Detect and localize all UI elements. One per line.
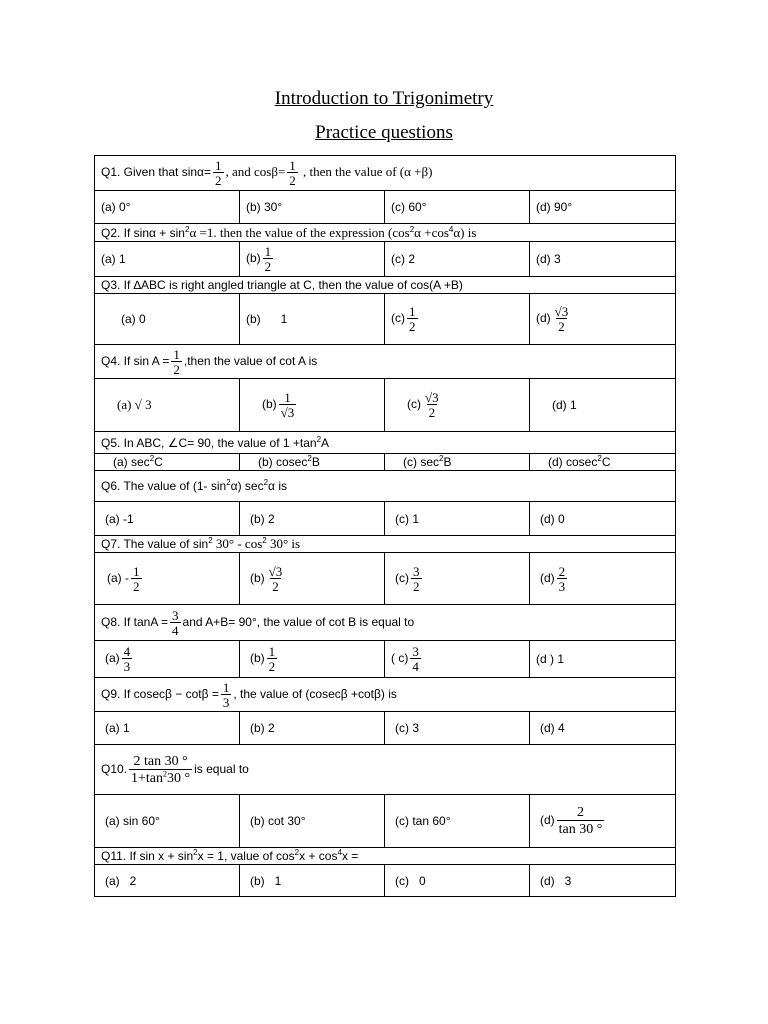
options-row <box>95 294 676 345</box>
option-b-label: (b) <box>250 651 265 666</box>
option-d: (d) 1 <box>530 379 676 432</box>
question-row <box>95 605 676 641</box>
options-row <box>95 191 676 224</box>
q1-frac1-num: 1 <box>215 158 222 173</box>
q1-frac2-num: 1 <box>289 158 296 173</box>
q7-text-b: 30° - cos <box>212 536 263 551</box>
option-text: (a) sec <box>113 455 150 469</box>
q8-fraction <box>170 609 181 637</box>
frac-den-sup: 2 <box>163 768 168 778</box>
option-b: (b) 1 <box>240 865 385 897</box>
question-q10 <box>95 745 676 795</box>
options-row <box>95 712 676 745</box>
q11-sup-1: 2 <box>193 848 198 857</box>
frac-den: 3 <box>123 659 131 674</box>
question-q8 <box>95 605 676 641</box>
options-row <box>95 641 676 678</box>
question-row <box>95 471 676 502</box>
option-d <box>530 795 676 848</box>
option-a <box>95 454 240 471</box>
option-b-fraction <box>279 391 297 419</box>
option-c <box>385 379 530 432</box>
q7-sup-1: 2 <box>208 536 213 545</box>
option-c-fraction <box>411 565 422 593</box>
questions-table <box>94 155 676 897</box>
frac-den: 2 <box>133 578 140 594</box>
q5-sup: 2 <box>316 434 322 444</box>
option-b <box>240 641 385 678</box>
q1-fraction-2 <box>287 159 298 187</box>
option-d: (d) 0 <box>530 502 676 536</box>
frac-den: 4 <box>172 622 179 638</box>
frac-num: 4 <box>123 644 131 659</box>
question-q4 <box>95 345 676 379</box>
question-q2 <box>95 224 676 242</box>
q2-sup-2: 2 <box>409 224 415 234</box>
question-q9 <box>95 678 676 712</box>
options-row <box>95 865 676 897</box>
option-c: (c) tan 60° <box>385 795 530 848</box>
options-row <box>95 502 676 536</box>
q1-text-b: , and cosβ= <box>225 164 286 180</box>
frac-den: 2 <box>413 578 420 594</box>
frac-den: 2 <box>558 319 565 334</box>
options-row <box>95 795 676 848</box>
frac-num: 2 <box>558 563 566 579</box>
q4-fraction <box>171 348 182 376</box>
frac-den: 2 <box>268 659 276 674</box>
options-row <box>95 454 676 471</box>
q11-text-c: x + cos <box>299 849 338 863</box>
q11-text-a: Q11. If sin x + sin <box>101 849 194 863</box>
option-c-label: (c) <box>391 311 405 326</box>
q6-text-c: α is <box>268 479 287 493</box>
option-b: (b) 2 <box>240 712 385 745</box>
option-d-fraction <box>557 805 605 837</box>
question-q7 <box>95 536 676 553</box>
option-a-label: (a) √ 3 <box>117 397 152 412</box>
frac-num: 3 <box>172 607 179 623</box>
option-b <box>240 379 385 432</box>
q2-sup-3: 4 <box>448 224 454 234</box>
question-q1 <box>95 156 676 191</box>
q11-sup-2: 2 <box>294 848 300 857</box>
option-a <box>95 379 240 432</box>
q11-text-b: x = 1, value of cos <box>197 849 295 863</box>
frac-num: 2 <box>577 805 585 820</box>
option-text: (d) cosec <box>548 455 598 469</box>
option-d-fraction <box>557 565 568 593</box>
question-row <box>95 345 676 379</box>
option-d <box>530 553 676 605</box>
option-c-label: (c) <box>395 570 409 585</box>
option-sup: 2 <box>149 454 155 463</box>
frac-den: √3 <box>280 405 295 420</box>
option-text-end: C <box>154 455 163 469</box>
option-a-fraction <box>122 645 133 673</box>
frac-den <box>129 769 192 786</box>
q6-text-b: α) sec <box>230 479 264 493</box>
frac-num: 3 <box>412 644 419 659</box>
option-b: (b) 30° <box>240 191 385 224</box>
frac-num: 3 <box>413 563 420 579</box>
option-c: (c) 60° <box>385 191 530 224</box>
option-d <box>530 454 676 471</box>
option-sup: 2 <box>597 454 602 463</box>
q2-text-d: α) is <box>453 224 477 240</box>
option-b-label: (b) <box>250 570 265 585</box>
option-a-label: (a) - <box>107 570 129 585</box>
frac-den: tan 30 ° <box>558 822 603 837</box>
frac-num: 1 <box>409 304 416 319</box>
q2-text-c: α +cos <box>414 224 449 240</box>
option-d: (d ) 1 <box>530 641 676 678</box>
frac-num: 1 <box>133 563 140 579</box>
q2-sup-1: 2 <box>184 224 190 234</box>
option-d: (d) 90° <box>530 191 676 224</box>
option-c-fraction <box>423 391 441 419</box>
frac-num: 1 <box>284 390 291 405</box>
frac-den-a: 1+tan <box>131 770 164 786</box>
frac-num: 1 <box>268 644 276 659</box>
question-row <box>95 678 676 712</box>
option-a <box>95 553 240 605</box>
option-a: (a) 0° <box>95 191 240 224</box>
question-row <box>95 156 676 191</box>
option-b: (b) 1 <box>240 294 385 345</box>
q8-text-b: and A+B= 90°, the value of cot B is equal to <box>182 614 415 629</box>
option-b-label: (b) <box>246 251 261 266</box>
option-b <box>240 242 385 277</box>
frac-den-b: 30 ° <box>167 770 191 786</box>
option-c-label: (c) <box>407 397 421 412</box>
document-title: Introduction to Trigonimetry <box>274 88 494 109</box>
option-c-label: ( c) <box>391 651 409 666</box>
frac-num: 1 <box>222 679 230 695</box>
q6-text-a: Q6. The value of (1- sin <box>101 479 227 493</box>
q10-fraction <box>129 754 192 786</box>
option-d: (d) 3 <box>530 242 676 277</box>
option-sup: 2 <box>439 454 444 463</box>
q1-frac2-den: 2 <box>289 173 296 188</box>
option-c-fraction <box>407 305 418 333</box>
q4-text-b: ,then the value of cot A is <box>183 353 318 368</box>
options-row <box>95 242 676 277</box>
frac-den: 4 <box>412 659 419 674</box>
frac-den: 2 <box>409 319 416 334</box>
option-b: (b) cot 30° <box>240 795 385 848</box>
frac-num: 1 <box>173 346 180 362</box>
option-a: (a) 1 <box>95 242 240 277</box>
option-c-fraction <box>410 645 421 673</box>
q7-text-a: Q7. The value of sin <box>101 537 209 551</box>
frac-num: √3 <box>268 563 283 579</box>
q1-text-a: Q1. Given that sinα= <box>101 165 211 180</box>
option-a: (a) 2 <box>95 865 240 897</box>
question-row <box>95 848 676 865</box>
options-row <box>95 379 676 432</box>
option-a-label: (a) <box>105 651 120 666</box>
option-d-label: (d) <box>536 311 551 326</box>
option-b <box>240 454 385 471</box>
q1-fraction-1 <box>213 159 224 187</box>
option-c: (c) 0 <box>385 865 530 897</box>
q2-text-a: Q2. If sinα + sin <box>101 225 185 240</box>
q9-fraction <box>221 681 232 709</box>
question-row <box>95 224 676 242</box>
frac-den: 2 <box>173 361 180 377</box>
option-c: (c) 1 <box>385 502 530 536</box>
question-q6 <box>95 471 676 502</box>
q10-text-a: Q10. <box>101 761 128 776</box>
option-b-fraction <box>267 565 285 593</box>
frac-num: 2 tan 30 ° <box>133 753 188 769</box>
frac-den: 3 <box>558 578 566 594</box>
frac-den: 3 <box>222 694 230 710</box>
question-row <box>95 432 676 454</box>
option-text-end: C <box>601 455 611 469</box>
q5-text-a: Q5. In ABC, ∠C= 90, the value of 1 +tan <box>101 435 317 450</box>
q6-sup-2: 2 <box>263 478 269 487</box>
option-d: (d) 4 <box>530 712 676 745</box>
question-q11 <box>95 848 676 865</box>
option-b-label: (b) <box>262 397 277 412</box>
frac-num: 1 <box>264 244 272 259</box>
q10-text-b: is equal to <box>194 761 249 776</box>
option-c <box>385 553 530 605</box>
option-text: (c) sec <box>403 455 439 469</box>
option-b <box>240 553 385 605</box>
frac-num: √3 <box>554 304 569 319</box>
frac-num: √3 <box>425 390 439 405</box>
option-c <box>385 294 530 345</box>
option-text-end: B <box>443 455 452 469</box>
q7-sup-2: 2 <box>262 536 267 545</box>
frac-den: 2 <box>264 259 272 274</box>
question-row <box>95 536 676 553</box>
option-c <box>385 454 530 471</box>
option-b-fraction <box>267 645 278 673</box>
q2-text-b: α =1. then the value of the expression (cos <box>189 224 410 240</box>
option-c: (c) 2 <box>385 242 530 277</box>
q7-text-c: 30° is <box>266 536 301 551</box>
question-row <box>95 277 676 294</box>
option-b-fraction <box>263 245 274 273</box>
option-c: (c) 3 <box>385 712 530 745</box>
q1-frac1-den: 2 <box>215 173 222 188</box>
q5-text-b: A <box>321 435 330 450</box>
option-d <box>530 294 676 345</box>
q4-text-a: Q4. If sin A = <box>101 353 170 368</box>
option-a: (a) sin 60° <box>95 795 240 848</box>
question-q5 <box>95 432 676 454</box>
q6-sup-1: 2 <box>226 478 231 487</box>
q1-text-c: , then the value of (α +β) <box>299 164 433 180</box>
frac-den: 2 <box>428 405 436 420</box>
frac-den: 2 <box>272 578 279 594</box>
option-d-label: (d) <box>540 813 555 828</box>
options-row <box>95 553 676 605</box>
option-text-end: B <box>311 455 320 469</box>
option-a <box>95 641 240 678</box>
option-b: (b) 2 <box>240 502 385 536</box>
q9-text-b: , the value of (cosecβ +cotβ) is <box>233 686 397 701</box>
q8-text-a: Q8. If tanA = <box>101 614 169 629</box>
q9-text-a: Q9. If cosecβ − cotβ = <box>101 686 219 701</box>
option-d: (d) 3 <box>530 865 676 897</box>
option-a-fraction <box>131 565 142 593</box>
question-row <box>95 745 676 795</box>
option-sup: 2 <box>307 454 312 463</box>
option-a: (a) -1 <box>95 502 240 536</box>
option-d-label: (d) <box>540 570 555 585</box>
q11-text-d: x = <box>341 849 359 863</box>
option-d-fraction <box>553 305 571 333</box>
option-a: (a) 0 <box>95 294 240 345</box>
question-q3: Q3. If ∆ABC is right angled triangle at C, then the value of cos(A +B) <box>95 277 676 294</box>
q11-sup-3: 4 <box>337 848 342 857</box>
option-c <box>385 641 530 678</box>
option-text: (b) cosec <box>258 455 308 469</box>
option-a: (a) 1 <box>95 712 240 745</box>
document-subtitle: Practice questions <box>315 122 453 143</box>
